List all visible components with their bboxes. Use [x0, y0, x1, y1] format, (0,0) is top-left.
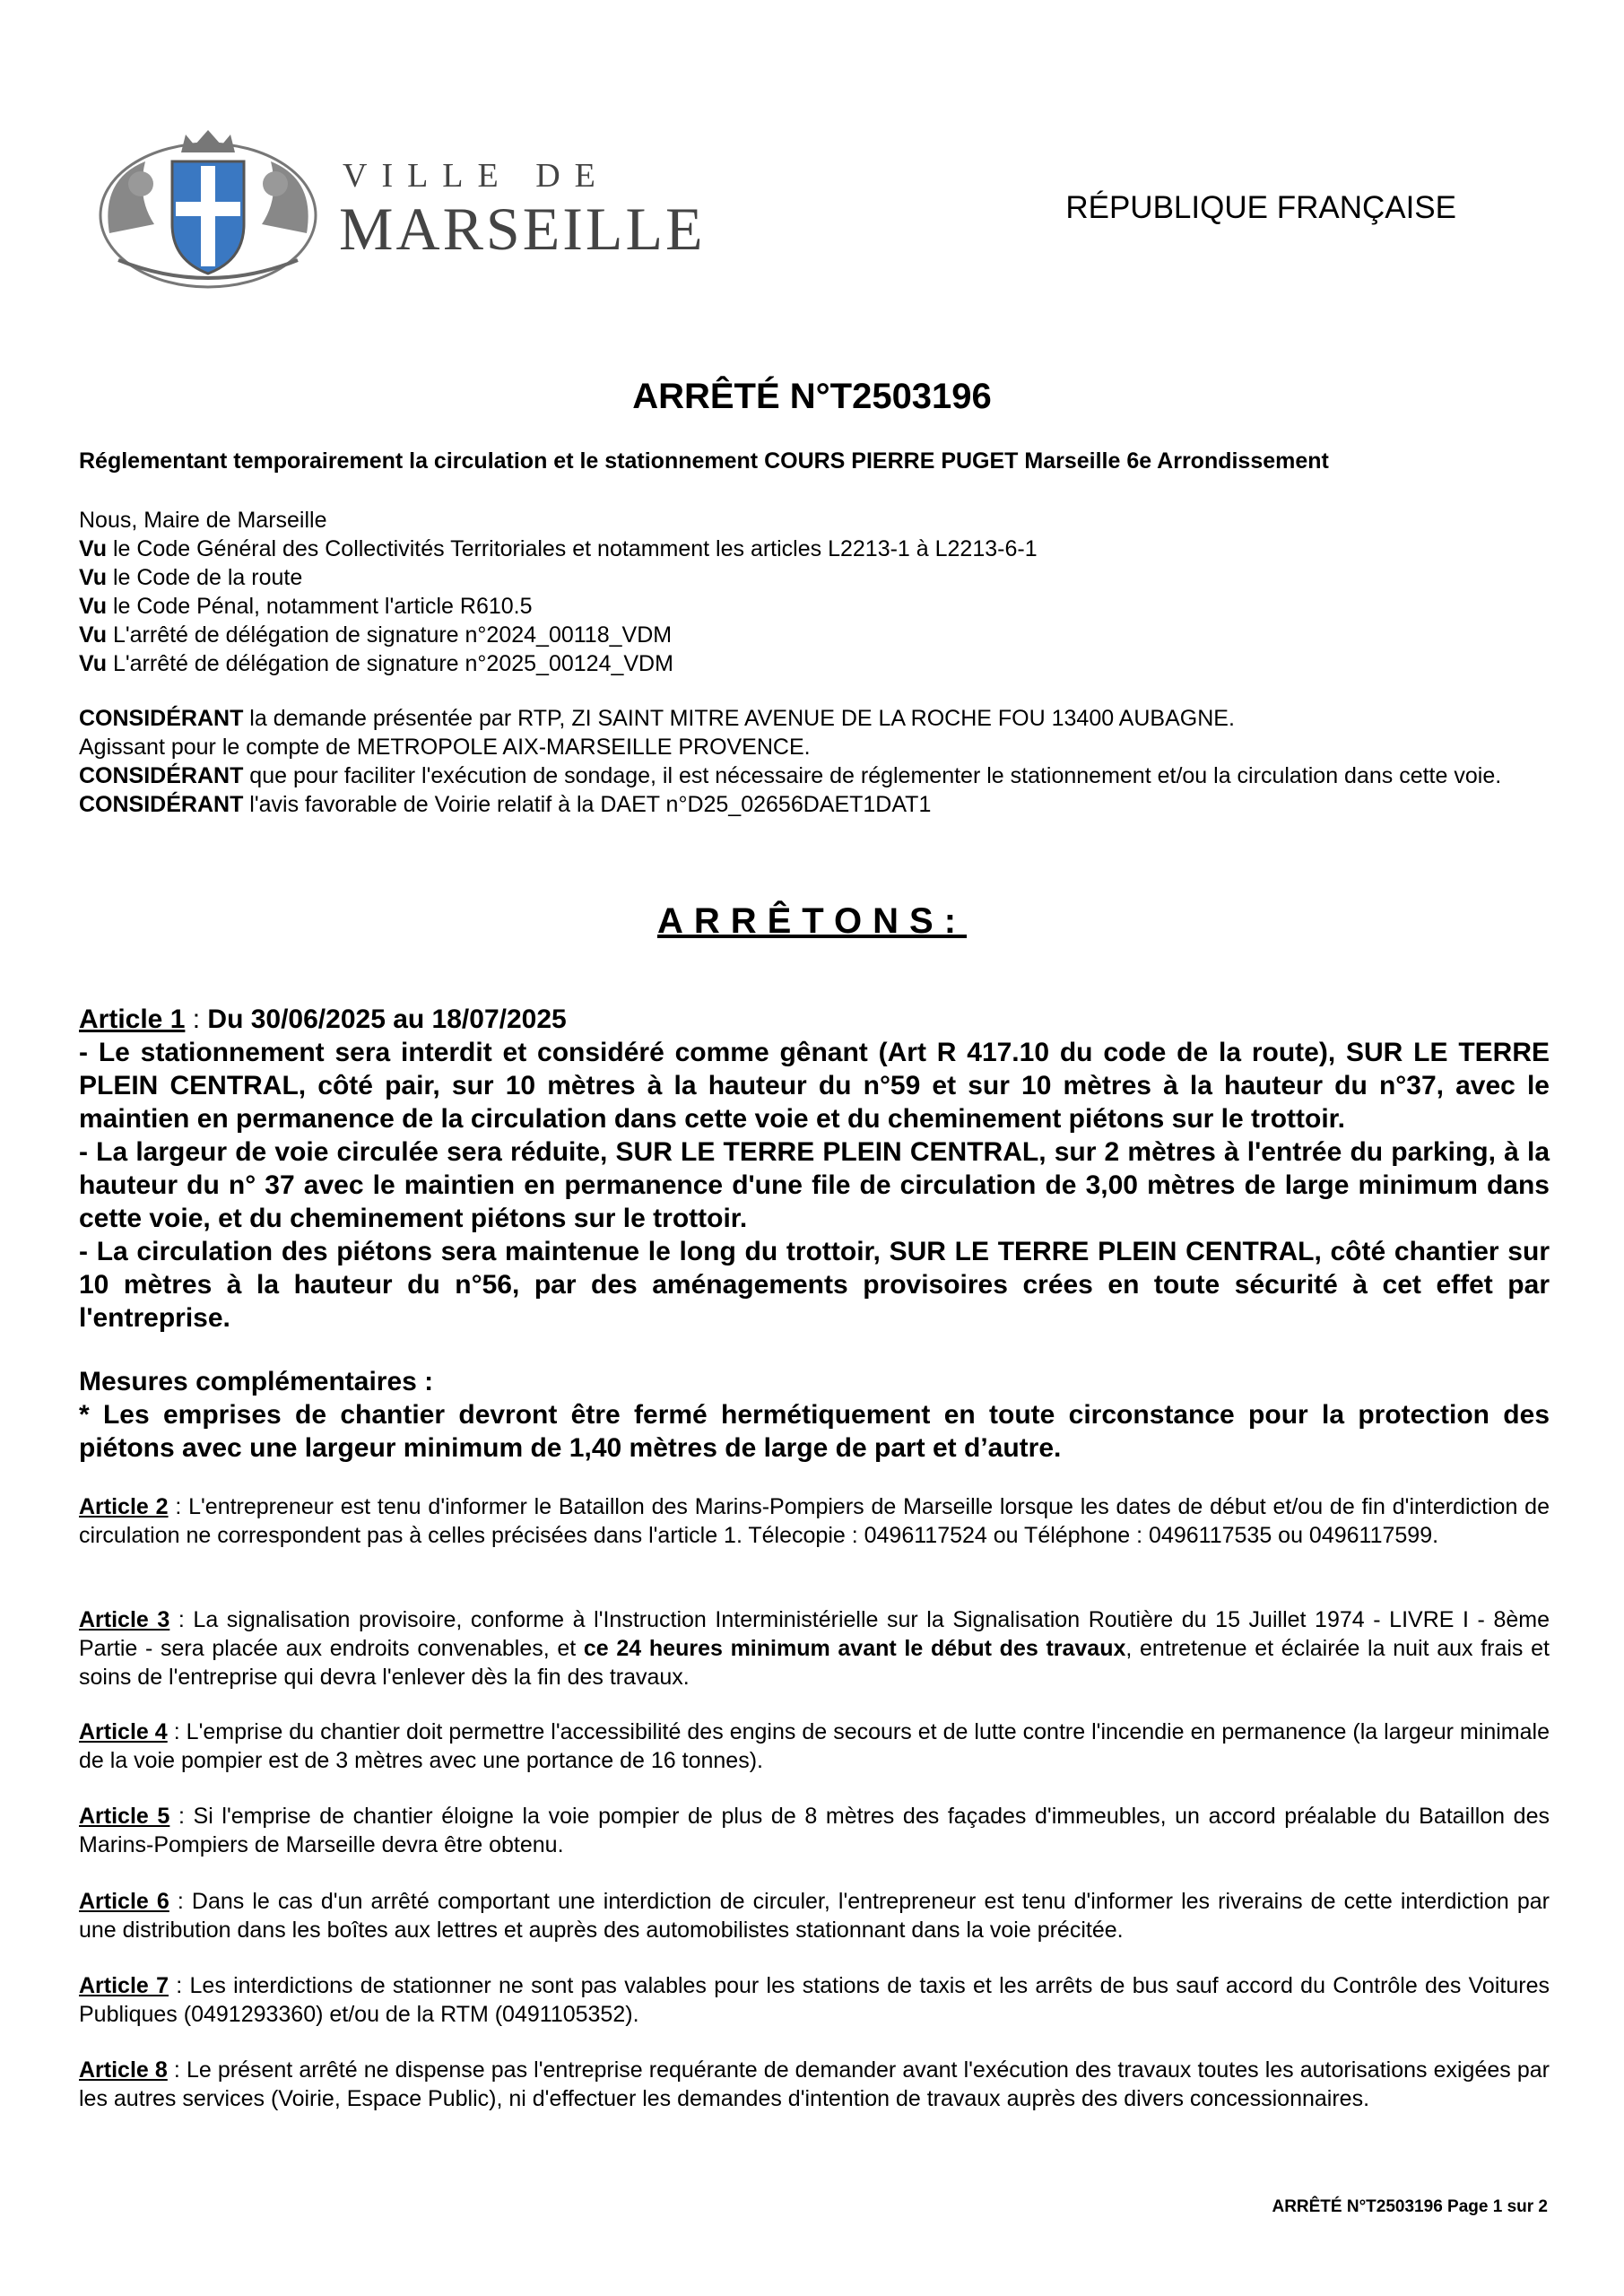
- considerant-3: CONSIDÉRANT l'avis favorable de Voirie relatif à la DAET n°D25_02656DAET1DAT1: [79, 792, 932, 817]
- mesures-text: * Les emprises de chantier devront être fermé hermétiquement en toute circonstance pour la protection des piétons avec une largeur minimum de 1,40 mètres de large de part et d’autre.: [79, 1400, 1550, 1463]
- considerant-2: CONSIDÉRANT que pour faciliter l'exécution de sondage, il est nécessaire de réglementer le stationnement et/ou la circulation dans cette voie.: [79, 763, 1502, 788]
- vus-intro: Nous, Maire de Marseille: [79, 508, 327, 533]
- republique-francaise: RÉPUBLIQUE FRANÇAISE: [1065, 190, 1456, 225]
- article-6: Article 6 : Dans le cas d'un arrêté comportant une interdiction de circuler, l'entrepreneur est tenu d'informer les riverains de cette interdiction par une distribution dans les boîtes aux lettres et auprès des automobilistes stationnant dans la voie précitée.: [79, 1889, 1550, 1943]
- article-1: [79, 1003, 1550, 1335]
- page-footer: ARRÊTÉ N°T2503196 Page 1 sur 2: [1272, 2197, 1548, 2216]
- agissant: Agissant pour le compte de METROPOLE AIX-MARSEILLE PROVENCE.: [79, 735, 811, 760]
- article-3: Article 3 : La signalisation provisoire, conforme à l'Instruction Interministérielle sur la Signalisation Routière du 15 Juillet 1974 - LIVRE I - 8ème Partie - sera placée aux endroits convenables, et ce 24 heures minimum avant le début des travaux, entretenue et éclairée la nuit aux frais et soins de l'entreprise qui devra l'enlever dès la fin des travaux.: [79, 1607, 1550, 1690]
- arretons-heading: ARRÊTONS:: [656, 901, 968, 941]
- vus-section: [79, 506, 1550, 678]
- article-1-paragraph: - La largeur de voie circulée sera réduite, SUR LE TERRE PLEIN CENTRAL, sur 2 mètres à l'entrée du parking, à la hauteur du n° 37 avec le maintien en permanence d'une file de circulation de 3,00 mètres de large minimum dans cette voie, et du cheminement piétons sur le trottoir.: [79, 1137, 1550, 1233]
- mesures-complementaires: [79, 1365, 1550, 1465]
- vu-item: Vu le Code Général des Collectivités Territoriales et notamment les articles L2213-1 à L2213-6-1: [79, 536, 1038, 561]
- article-2: Article 2 : L'entrepreneur est tenu d'informer le Bataillon des Marins-Pompiers de Marseille lorsque les dates de début et/ou de fin d'interdiction de circulation ne correspondent pas à celles précisées dans l'article 1. Télecopie : 0496117524 ou Téléphone : 0496117535 ou 0496117599.: [79, 1494, 1550, 1548]
- logo-text-marseille: MARSEILLE: [339, 195, 706, 263]
- article-4: Article 4 : L'emprise du chantier doit permettre l'accessibilité des engins de secours et de lutte contre l'incendie en permanence (la largeur minimale de la voie pompier est de 3 mètres avec une portance de 16 tonnes).: [79, 1719, 1550, 1773]
- considerant-1: CONSIDÉRANT la demande présentée par RTP, ZI SAINT MITRE AVENUE DE LA ROCHE FOU 13400 AUBAGNE.: [79, 706, 1235, 731]
- vu-item: Vu L'arrêté de délégation de signature n°2025_00124_VDM: [79, 651, 673, 676]
- article-1-paragraph: - La circulation des piétons sera maintenue le long du trottoir, SUR LE TERRE PLEIN CENTRAL, côté chantier sur 10 mètres à la hauteur du n°56, par des aménagements provisoires crées en toute sécurité à cet effet par l'entreprise.: [79, 1237, 1550, 1333]
- article-5: Article 5 : Si l'emprise de chantier éloigne la voie pompier de plus de 8 mètres des façades d'immeubles, un accord préalable du Bataillon des Marins-Pompiers de Marseille devra être obtenu.: [79, 1804, 1550, 1857]
- document-title: ARRÊTÉ N°T2503196: [632, 377, 992, 416]
- logo-text-ville-de: VILLE DE: [343, 157, 610, 195]
- mesures-title: Mesures complémentaires :: [79, 1367, 434, 1396]
- document-subtitle: Réglementant temporairement la circulation et le stationnement COURS PIERRE PUGET Marseille 6e Arrondissement: [79, 448, 1329, 474]
- article-1-heading: Article 1 : Du 30/06/2025 au 18/07/2025: [79, 1004, 567, 1034]
- considerants-section: [79, 704, 1550, 819]
- vu-item: Vu L'arrêté de délégation de signature n°2024_00118_VDM: [79, 622, 673, 648]
- article-1-paragraph: - Le stationnement sera interdit et considéré comme gênant (Art R 417.10 du code de la route), SUR LE TERRE PLEIN CENTRAL, côté pair, sur 10 mètres à la hauteur du n°59 et sur 10 mètres à la hauteur du n°37, avec le maintien en permanence de la circulation dans cette voie et du cheminement piétons sur le trottoir.: [79, 1038, 1550, 1134]
- ville-de-marseille-logo: [83, 126, 706, 296]
- marseille-coat-of-arms-icon: [83, 126, 334, 296]
- article-8: Article 8 : Le présent arrêté ne dispense pas l'entreprise requérante de demander avant l'exécution des travaux toutes les autorisations exigées par les autres services (Voirie, Espace Public), ni d'effectuer les demandes d'intention de travaux auprès des divers concessionnaires.: [79, 2057, 1550, 2111]
- vu-item: Vu le Code de la route: [79, 565, 303, 590]
- vu-item: Vu le Code Pénal, notamment l'article R610.5: [79, 594, 533, 619]
- article-7: Article 7 : Les interdictions de stationner ne sont pas valables pour les stations de taxis et les arrêts de bus sauf accord du Contrôle des Voitures Publiques (0491293360) et/ou de la RTM (0491105352).: [79, 1973, 1550, 2027]
